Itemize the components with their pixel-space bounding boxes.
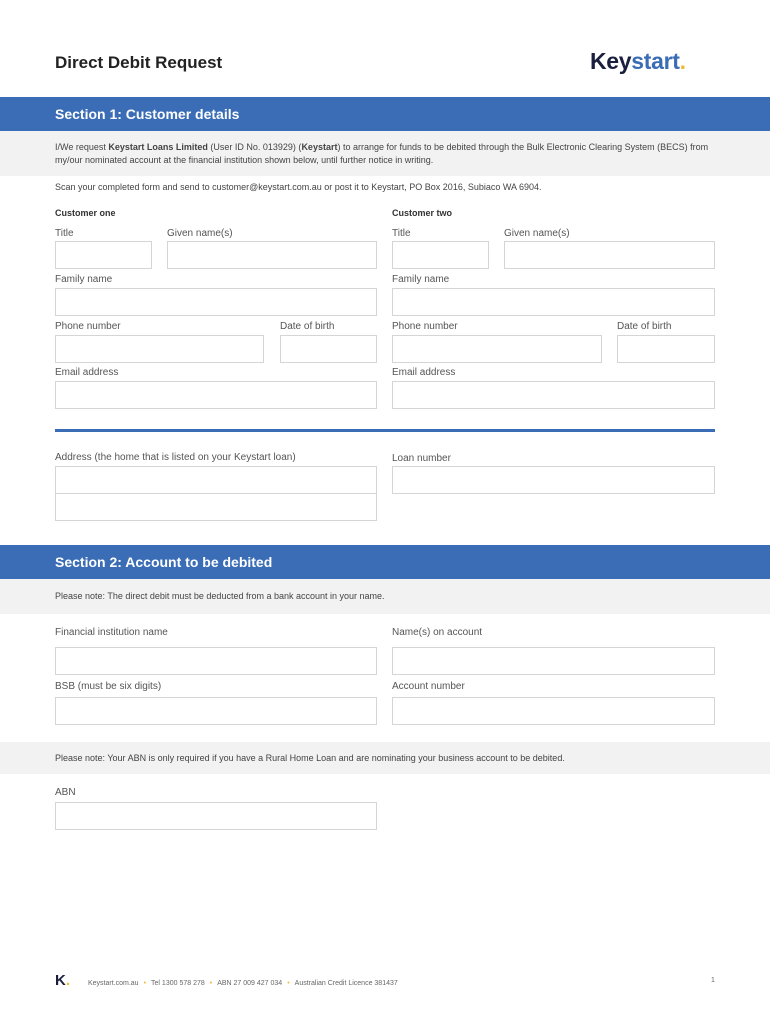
keystart-logo: Keystart. — [590, 48, 686, 74]
c2-email-field[interactable] — [392, 381, 715, 409]
c2-dob-label: Date of birth — [617, 321, 672, 332]
page-number: 1 — [711, 977, 715, 984]
customer-one-heading: Customer one — [55, 208, 116, 218]
address-field-line1[interactable] — [55, 466, 377, 494]
loan-number-field[interactable] — [392, 466, 715, 494]
c1-title-label: Title — [55, 228, 74, 239]
scan-instructions: Scan your completed form and send to customer@keystart.com.au or post it to Keystart, PO Box 2016, Subiaco WA 6904. — [55, 182, 542, 192]
c1-given-field[interactable] — [167, 241, 377, 269]
c2-given-field[interactable] — [504, 241, 715, 269]
institution-field[interactable] — [55, 647, 377, 675]
c1-phone-label: Phone number — [55, 321, 121, 332]
footer-abn: ABN 27 009 427 034 — [217, 980, 283, 987]
section-divider — [55, 429, 715, 432]
c2-title-field[interactable] — [392, 241, 489, 269]
section-1-header — [0, 97, 770, 131]
bsb-field[interactable] — [55, 697, 377, 725]
customer-two-heading: Customer two — [392, 208, 453, 218]
c2-title-label: Title — [392, 228, 411, 239]
intro-text: I/We request Keystart Loans Limited (User ID No. 013929) (Keystart) to arrange for funds to be debited through the Bulk Electronic Clearing System (BECS) from my/our nominated account at the financial institution shown below, until further notice in writing. — [55, 142, 709, 165]
footer-site: Keystart.com.au — [88, 980, 139, 987]
c2-family-field[interactable] — [392, 288, 715, 316]
c1-family-label: Family name — [55, 274, 113, 285]
footer-info: Keystart.com.au • Tel 1300 578 278 • ABN 27 009 427 034 • Australian Credit Licence 381437 — [88, 980, 398, 987]
c2-dob-field[interactable] — [617, 335, 715, 363]
bank-account-note: Please note: The direct debit must be deducted from a bank account in your name. — [55, 591, 385, 601]
names-on-account-label: Name(s) on account — [392, 627, 483, 638]
abn-note: Please note: Your ABN is only required if you have a Rural Home Loan and are nominating your business account to be debited. — [55, 753, 565, 763]
c2-phone-field[interactable] — [392, 335, 602, 363]
c2-family-label: Family name — [392, 274, 450, 285]
c1-given-label: Given name(s) — [167, 228, 233, 239]
section-2-header — [0, 545, 770, 579]
c1-family-field[interactable] — [55, 288, 377, 316]
c1-email-label: Email address — [55, 367, 119, 378]
address-field-line2[interactable] — [55, 493, 377, 521]
address-label: Address (the home that is listed on your Keystart loan) — [55, 452, 296, 463]
footer-tel: Tel 1300 578 278 — [151, 980, 205, 987]
footer-licence: Australian Credit Licence 381437 — [294, 980, 398, 987]
names-on-account-field[interactable] — [392, 647, 715, 675]
c2-email-label: Email address — [392, 367, 456, 378]
c1-dob-field[interactable] — [280, 335, 377, 363]
abn-field[interactable] — [55, 802, 377, 830]
institution-label: Financial institution name — [55, 627, 168, 638]
c1-phone-field[interactable] — [55, 335, 264, 363]
c1-email-field[interactable] — [55, 381, 377, 409]
c2-phone-label: Phone number — [392, 321, 458, 332]
c1-title-field[interactable] — [55, 241, 152, 269]
account-number-field[interactable] — [392, 697, 715, 725]
footer-logo: K. — [55, 972, 71, 989]
section-2-title: Section 2: Account to be debited — [55, 554, 273, 570]
abn-label: ABN — [55, 787, 76, 798]
bsb-label: BSB (must be six digits) — [55, 681, 162, 692]
account-number-label: Account number — [392, 681, 465, 692]
c2-given-label: Given name(s) — [504, 228, 570, 239]
page-title: Direct Debit Request — [55, 53, 223, 72]
loan-number-label: Loan number — [392, 453, 451, 464]
c1-dob-label: Date of birth — [280, 321, 335, 332]
section-1-title: Section 1: Customer details — [55, 106, 240, 122]
